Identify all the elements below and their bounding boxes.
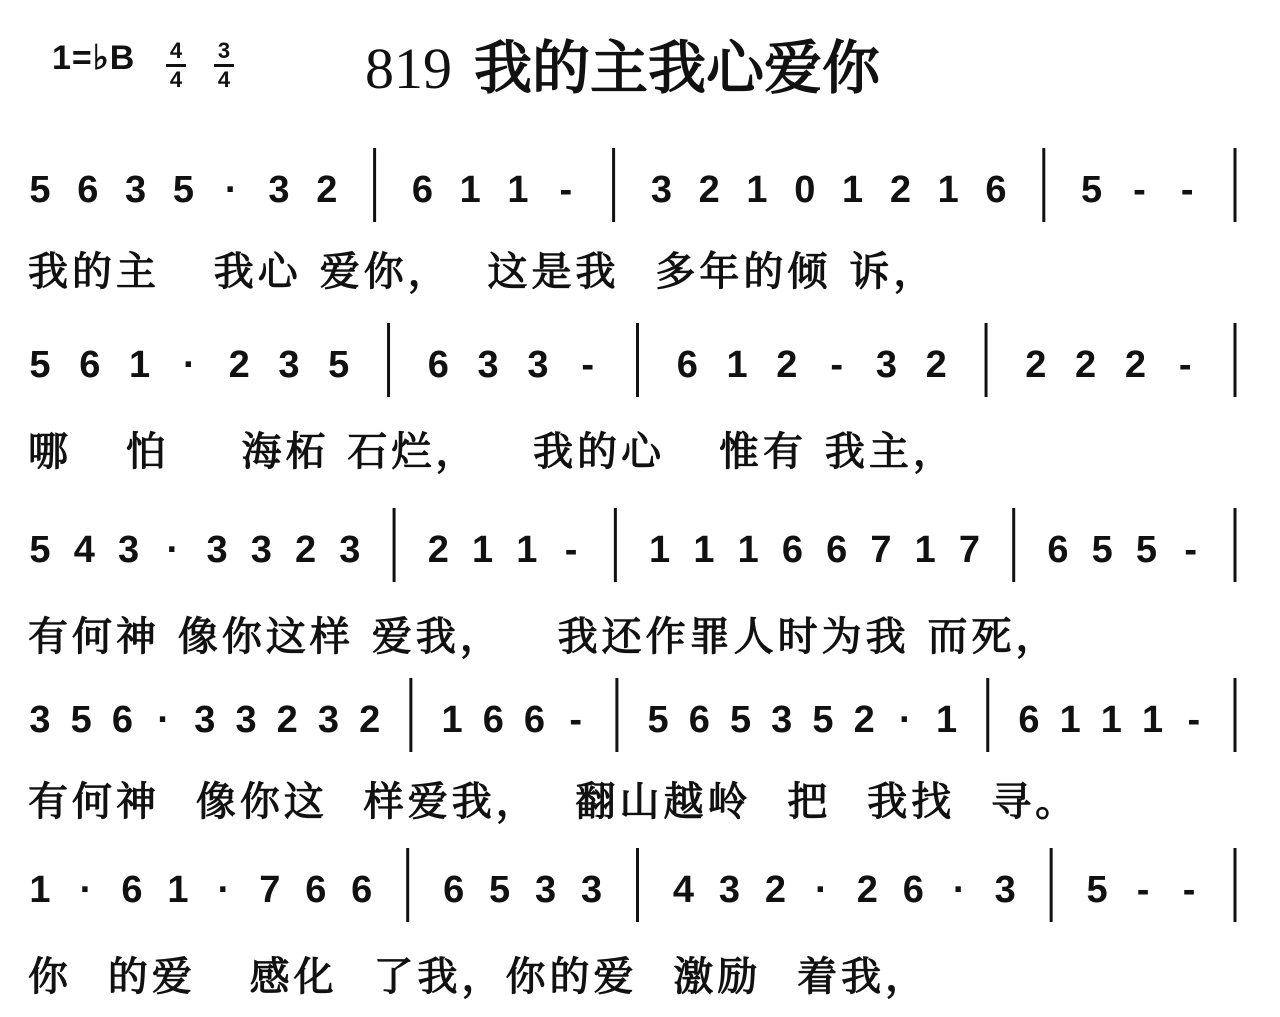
note-digit: 0: [794, 169, 816, 211]
note-digit: 3: [125, 169, 147, 211]
notation-line-2: [0, 315, 1280, 415]
note-digit: 5: [489, 869, 511, 911]
note-digit: 1: [1100, 699, 1122, 741]
note-digit: 2: [1025, 344, 1047, 386]
note-digit: 1: [935, 699, 958, 741]
time-signature-4-4: [164, 38, 188, 93]
note-digit: 5: [1091, 529, 1113, 571]
note-digit: 3: [994, 869, 1016, 911]
note-digit: 7: [958, 529, 981, 571]
time-sig-denominator: 4: [169, 67, 183, 92]
time-sig-numerator: 4: [169, 38, 183, 63]
note-digit: 5: [172, 169, 194, 211]
dash-extension: -: [1133, 169, 1146, 211]
time-signature-3-4: [212, 38, 236, 93]
note-digit: 5: [1086, 869, 1108, 911]
note-digit: 5: [328, 344, 350, 386]
dot-extension: ·: [224, 169, 238, 211]
lyrics-line-5: 你 的爱 感化 了我，你的爱 激励 着我，: [28, 954, 930, 1000]
note-digit: 6: [411, 169, 433, 211]
note-digit: 2: [294, 529, 317, 571]
notation-line-4: [0, 670, 1280, 770]
note-digit: 6: [77, 169, 99, 211]
note-digit: 6: [121, 869, 143, 911]
note-digit: 2: [853, 699, 875, 741]
lyrics-line-3: 有何神 像你这样 爱我， 我还作罪人时为我 而死，: [28, 614, 1060, 660]
note-digit: 6: [781, 529, 803, 571]
note-digit: 6: [111, 699, 133, 741]
dot-extension: ·: [952, 869, 966, 911]
note-digit: 1: [167, 869, 189, 911]
note-digit: 5: [812, 699, 834, 741]
dash-extension: -: [1180, 169, 1194, 211]
hymn-number: 819: [365, 36, 452, 101]
note-digit: 1: [472, 529, 494, 571]
dot-extension: ·: [157, 699, 170, 741]
note-digit: 3: [875, 344, 898, 386]
note-digit: 5: [29, 169, 51, 211]
note-digit: 6: [523, 699, 546, 741]
note-digit: 2: [316, 169, 338, 211]
note-digit: 1: [914, 529, 936, 571]
note-digit: 2: [889, 169, 911, 211]
note-digit: 2: [228, 344, 250, 386]
notation-line-5: [0, 840, 1280, 940]
note-digit: 3: [250, 529, 272, 571]
note-digit: 3: [535, 869, 557, 911]
note-digit: 6: [79, 344, 101, 386]
note-digit: 6: [1018, 699, 1040, 741]
key-signature: 1=♭B: [52, 39, 136, 77]
note-digit: 5: [29, 344, 51, 386]
note-digit: 3: [650, 169, 672, 211]
note-digit: 2: [359, 699, 381, 741]
note-digit: 1: [842, 169, 864, 211]
note-digit: 1: [29, 869, 51, 911]
note-digit: 1: [1059, 699, 1081, 741]
time-sig-denominator: 4: [217, 67, 231, 92]
note-digit: 3: [117, 529, 140, 571]
notation-line-3: [0, 500, 1280, 600]
note-digit: 5: [1135, 529, 1158, 571]
note-digit: 1: [746, 169, 768, 211]
note-digit: 1: [516, 529, 538, 571]
note-digit: 6: [688, 699, 710, 741]
note-digit: 1: [737, 529, 759, 571]
dash-extension: -: [1136, 869, 1150, 911]
note-digit: 3: [339, 529, 361, 571]
note-digit: 2: [1075, 344, 1097, 386]
note-digit: 3: [194, 699, 216, 741]
note-digit: 1: [441, 699, 463, 741]
note-digit: 1: [649, 529, 671, 571]
dot-extension: ·: [899, 699, 912, 741]
dash-extension: -: [569, 699, 583, 741]
note-digit: 4: [672, 869, 695, 911]
dot-extension: ·: [183, 344, 196, 386]
time-sig-numerator: 3: [217, 38, 231, 63]
note-digit: 2: [276, 699, 298, 741]
dash-extension: -: [559, 169, 573, 211]
note-digit: 1: [1142, 699, 1164, 741]
lyrics-line-2: 哪 怕 海柘 石烂， 我的心 惟有 我主，: [28, 429, 957, 475]
dot-extension: ·: [217, 869, 231, 911]
note-digit: 2: [764, 869, 786, 911]
note-digit: 3: [527, 344, 549, 386]
note-digit: 1: [507, 169, 529, 211]
dot-extension: ·: [166, 529, 180, 571]
note-digit: 1: [726, 344, 748, 386]
note-digit: 3: [29, 699, 51, 741]
note-digit: 1: [459, 169, 481, 211]
note-digit: 6: [676, 344, 698, 386]
dot-extension: ·: [815, 869, 828, 911]
note-digit: 6: [902, 869, 924, 911]
note-digit: 6: [482, 699, 504, 741]
note-digit: 2: [698, 169, 720, 211]
note-digit: 6: [826, 529, 848, 571]
note-digit: 6: [443, 869, 465, 911]
note-digit: 3: [771, 699, 793, 741]
dash-extension: -: [564, 529, 578, 571]
note-digit: 6: [351, 869, 373, 911]
note-digit: 6: [305, 869, 327, 911]
note-digit: 3: [580, 869, 603, 911]
note-digit: 5: [729, 699, 752, 741]
dash-extension: -: [581, 344, 595, 386]
dash-extension: -: [1187, 699, 1201, 741]
lyrics-line-4: 有何神 像你这 样爱我， 翻山越岭 把 我找 寻。: [28, 779, 1080, 825]
note-digit: 6: [985, 169, 1007, 211]
note-digit: 7: [870, 529, 892, 571]
dash-extension: -: [830, 344, 843, 386]
note-digit: 2: [776, 344, 798, 386]
note-digit: 2: [1124, 344, 1146, 386]
note-digit: 5: [29, 529, 51, 571]
notation-line-1: [0, 140, 1280, 240]
note-digit: 1: [693, 529, 715, 571]
hymn-title-text: 我的主我心爱你: [474, 34, 881, 102]
note-digit: 4: [73, 529, 95, 571]
note-digit: 3: [718, 869, 740, 911]
note-digit: 6: [1047, 529, 1069, 571]
note-digit: 3: [268, 169, 290, 211]
note-digit: 7: [259, 869, 281, 911]
score-header: [0, 0, 1280, 120]
hymn-title: [365, 28, 880, 109]
lyrics-line-1: 我的主 我心 爱你， 这是我 多年的倾 诉，: [28, 249, 938, 295]
note-digit: 5: [1081, 169, 1103, 211]
note-digit: 2: [427, 529, 449, 571]
note-digit: 5: [647, 699, 669, 741]
note-digit: 3: [235, 699, 257, 741]
note-digit: 3: [206, 529, 228, 571]
dash-extension: -: [1184, 529, 1198, 571]
note-digit: 1: [937, 169, 959, 211]
note-digit: 2: [856, 869, 878, 911]
note-digit: 3: [477, 344, 499, 386]
dot-extension: ·: [79, 869, 93, 911]
dash-extension: -: [1178, 344, 1192, 386]
note-digit: 1: [129, 344, 151, 386]
note-digit: 3: [317, 699, 340, 741]
dash-extension: -: [1182, 869, 1196, 911]
note-digit: 2: [925, 344, 947, 386]
note-digit: 6: [427, 344, 449, 386]
note-digit: 3: [278, 344, 300, 386]
note-digit: 5: [70, 699, 92, 741]
